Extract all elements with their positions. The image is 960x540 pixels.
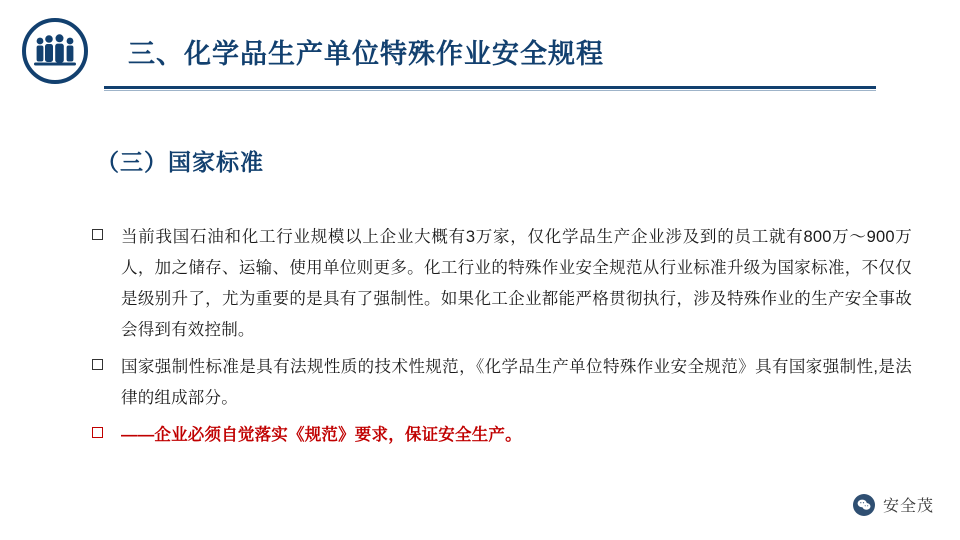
square-bullet-icon — [92, 427, 103, 438]
square-bullet-icon — [92, 229, 103, 240]
list-item — [92, 352, 912, 414]
section-heading: （三）国家标准 — [96, 149, 264, 175]
slide-header — [0, 0, 960, 100]
wechat-account-icon — [853, 494, 875, 516]
square-bullet-icon — [92, 359, 103, 370]
list-item — [92, 222, 912, 346]
people-group-icon — [33, 34, 77, 68]
list-item — [92, 420, 912, 451]
page-title: 三、化学品生产单位特殊作业安全规程 — [128, 39, 604, 69]
header-divider-secondary — [104, 90, 876, 91]
list-item-text-emphasis: ——企业必须自觉落实《规范》要求，保证安全生产。 — [121, 426, 522, 444]
footer-brand — [853, 493, 934, 516]
footer-brand-label: 安全茂 — [882, 498, 934, 515]
list-item-text: 当前我国石油和化工行业规模以上企业大概有3万家，仅化学品生产企业涉及到的员工就有800万～900万人，加之储存、运输、使用单位则更多。化工行业的特殊作业安全规范从行业标准升级为国家标准，不仅仅是级别升了，尤为重要的是具有了强制性。如果化工企业都能严格贯彻执行，涉及特殊作业的生产安全事故会得到有效控制。 — [121, 228, 912, 339]
header-divider — [104, 86, 876, 89]
slide-body — [92, 222, 912, 457]
list-item-text: 国家强制性标准是具有法规性质的技术性规范，《化学品生产单位特殊作业安全规范》具有国家强制性,是法律的组成部分。 — [121, 358, 912, 407]
organization-logo — [22, 18, 88, 84]
